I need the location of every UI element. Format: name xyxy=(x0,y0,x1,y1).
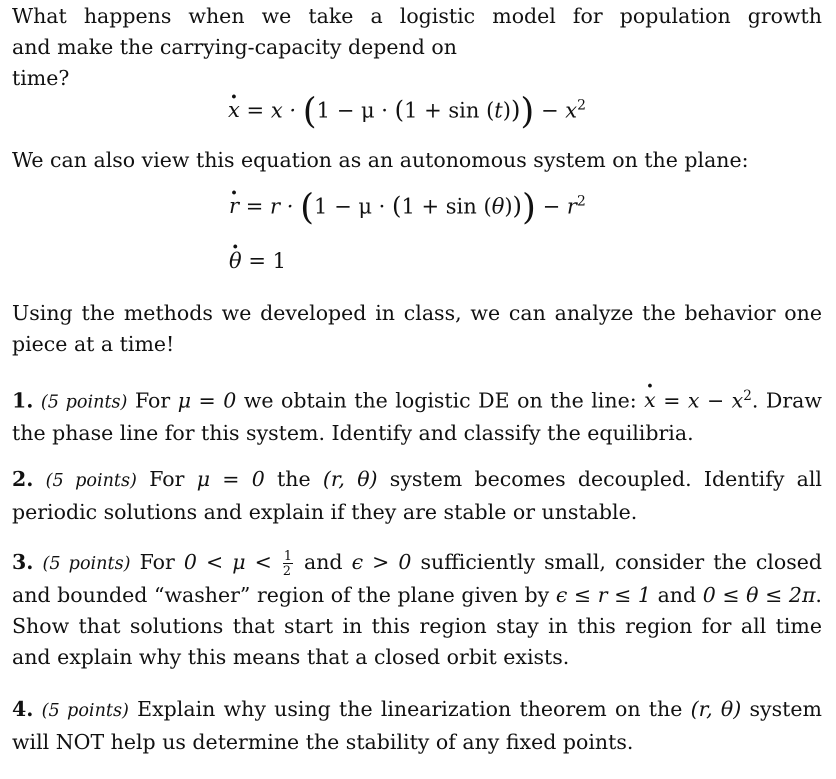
problem-3-text-d: and xyxy=(657,583,697,607)
eq-r-one: 1 − μ · xyxy=(314,194,386,219)
problem-3-fraction xyxy=(283,549,293,577)
eq-r-exponent: 2 xyxy=(576,193,586,210)
problem-2-points: (5 points) xyxy=(45,471,137,491)
problem-3-text-b: and xyxy=(303,550,343,574)
eq-r-square-base: r xyxy=(566,194,577,219)
problem-3-eps: ϵ > 0 xyxy=(351,550,412,574)
problem-4-pair: (r, θ) xyxy=(690,697,742,721)
problem-3-text-c: sufficiently small, consider the closed and bounded “washer” region of the plane given by xyxy=(12,550,822,607)
methods-text: Using the methods we developed in class, we can analyze the behavior one piece at a time! xyxy=(12,301,822,356)
problem-2-mu: μ = 0 xyxy=(196,467,265,491)
fraction-numerator: 1 xyxy=(283,548,292,564)
eq-x-lhs: x · xyxy=(228,98,240,122)
problem-1-de-lhs: x · xyxy=(644,385,656,416)
eq-r-arg: θ xyxy=(491,194,505,219)
problem-1-text-a: For xyxy=(134,388,171,413)
problem-2-pair: (r, θ) xyxy=(322,467,378,491)
problem-3-number: 3. xyxy=(12,550,34,574)
equation-theta-dot xyxy=(229,249,286,273)
problem-2-number: 2. xyxy=(12,467,34,491)
intro-line-2: and make the carrying-capacity depend on xyxy=(12,35,457,59)
eq-x-exponent: 2 xyxy=(577,97,586,114)
problem-1-number: 1. xyxy=(12,388,34,413)
intro-line-1: What happens when we take a logistic model for population growth xyxy=(12,4,822,28)
eq-r-lhs: r · xyxy=(229,194,239,218)
eq-theta-rhs: = 1 xyxy=(248,249,286,273)
eq-x-square-base: x xyxy=(565,98,578,123)
problem-1-mu: μ = 0 xyxy=(177,388,237,413)
eq-x-arg: t xyxy=(494,98,503,123)
problem-4-points: (5 points) xyxy=(41,701,129,721)
eq-x-factor: x · xyxy=(270,98,297,123)
problem-1-text-b: we obtain the logistic DE on the line: xyxy=(243,388,637,413)
eq-r-factor: r · xyxy=(270,194,294,219)
equation-x-dot: x · = $x \cdot (1 - \mu \cdot (1 + \sin (t))) - x^2$ xyxy=(228,96,586,124)
problem-2 xyxy=(12,464,822,528)
problem-4-text-b: system will NOT help us determine the stability of any fixed points. xyxy=(12,697,822,754)
problem-3-text-e: . Show that solutions that start in this region stay in this region for all time and explain why this means that a closed orbit exists. xyxy=(12,583,822,669)
problem-3-ineq: 0 < μ < xyxy=(183,550,272,574)
problem-3-region-theta: 0 ≤ θ ≤ 2π xyxy=(702,583,816,607)
fraction-denominator: 2 xyxy=(282,562,291,578)
eq-x-equals: = xyxy=(246,98,265,123)
problem-1-text-d: Draw the phase line for this system. Identify and classify the equilibria. xyxy=(12,388,822,446)
problem-3-region-r: ϵ ≤ r ≤ 1 xyxy=(555,583,651,607)
eq-r-equals: = xyxy=(245,194,264,219)
problem-1-text-c: . xyxy=(751,388,759,413)
problem-2-text-b: the xyxy=(277,467,311,491)
problem-2-text-c: system becomes decoupled. Identify all periodic solutions and explain if they are stable or unstable. xyxy=(12,467,822,524)
problem-3-text-a: For xyxy=(139,550,175,574)
problem-3 xyxy=(12,547,822,673)
problem-4-number: 4. xyxy=(12,697,34,721)
eq-r-inner: 1 + sin xyxy=(401,194,477,219)
intro-line-3: time? xyxy=(12,66,70,90)
intro-paragraph xyxy=(12,1,822,94)
problem-1-de-exp: 2 xyxy=(743,388,752,404)
autonomous-text: We can also view this equation as an autonomous system on the plane: xyxy=(12,148,749,172)
problem-1-de-rhs: = x − x xyxy=(663,388,744,413)
eq-x-minus: − xyxy=(541,98,559,123)
eq-theta-lhs: θ · xyxy=(229,249,242,273)
eq-r-minus: − xyxy=(542,194,561,219)
problem-1-points: (5 points) xyxy=(40,392,128,413)
problem-1 xyxy=(12,381,822,449)
eq-x-one: 1 − μ · xyxy=(316,98,388,123)
eq-x-inner: 1 + sin xyxy=(404,98,480,123)
problem-3-points: (5 points) xyxy=(42,554,131,574)
problem-2-text-a: For xyxy=(149,467,185,491)
problem-4-text-a: Explain why using the linearization theorem on the xyxy=(137,697,683,721)
problem-4 xyxy=(12,694,822,758)
equation-r-dot: r · = $r \cdot (1 - \mu \cdot (1 + \sin (\theta))) - r^2$ xyxy=(229,192,586,220)
